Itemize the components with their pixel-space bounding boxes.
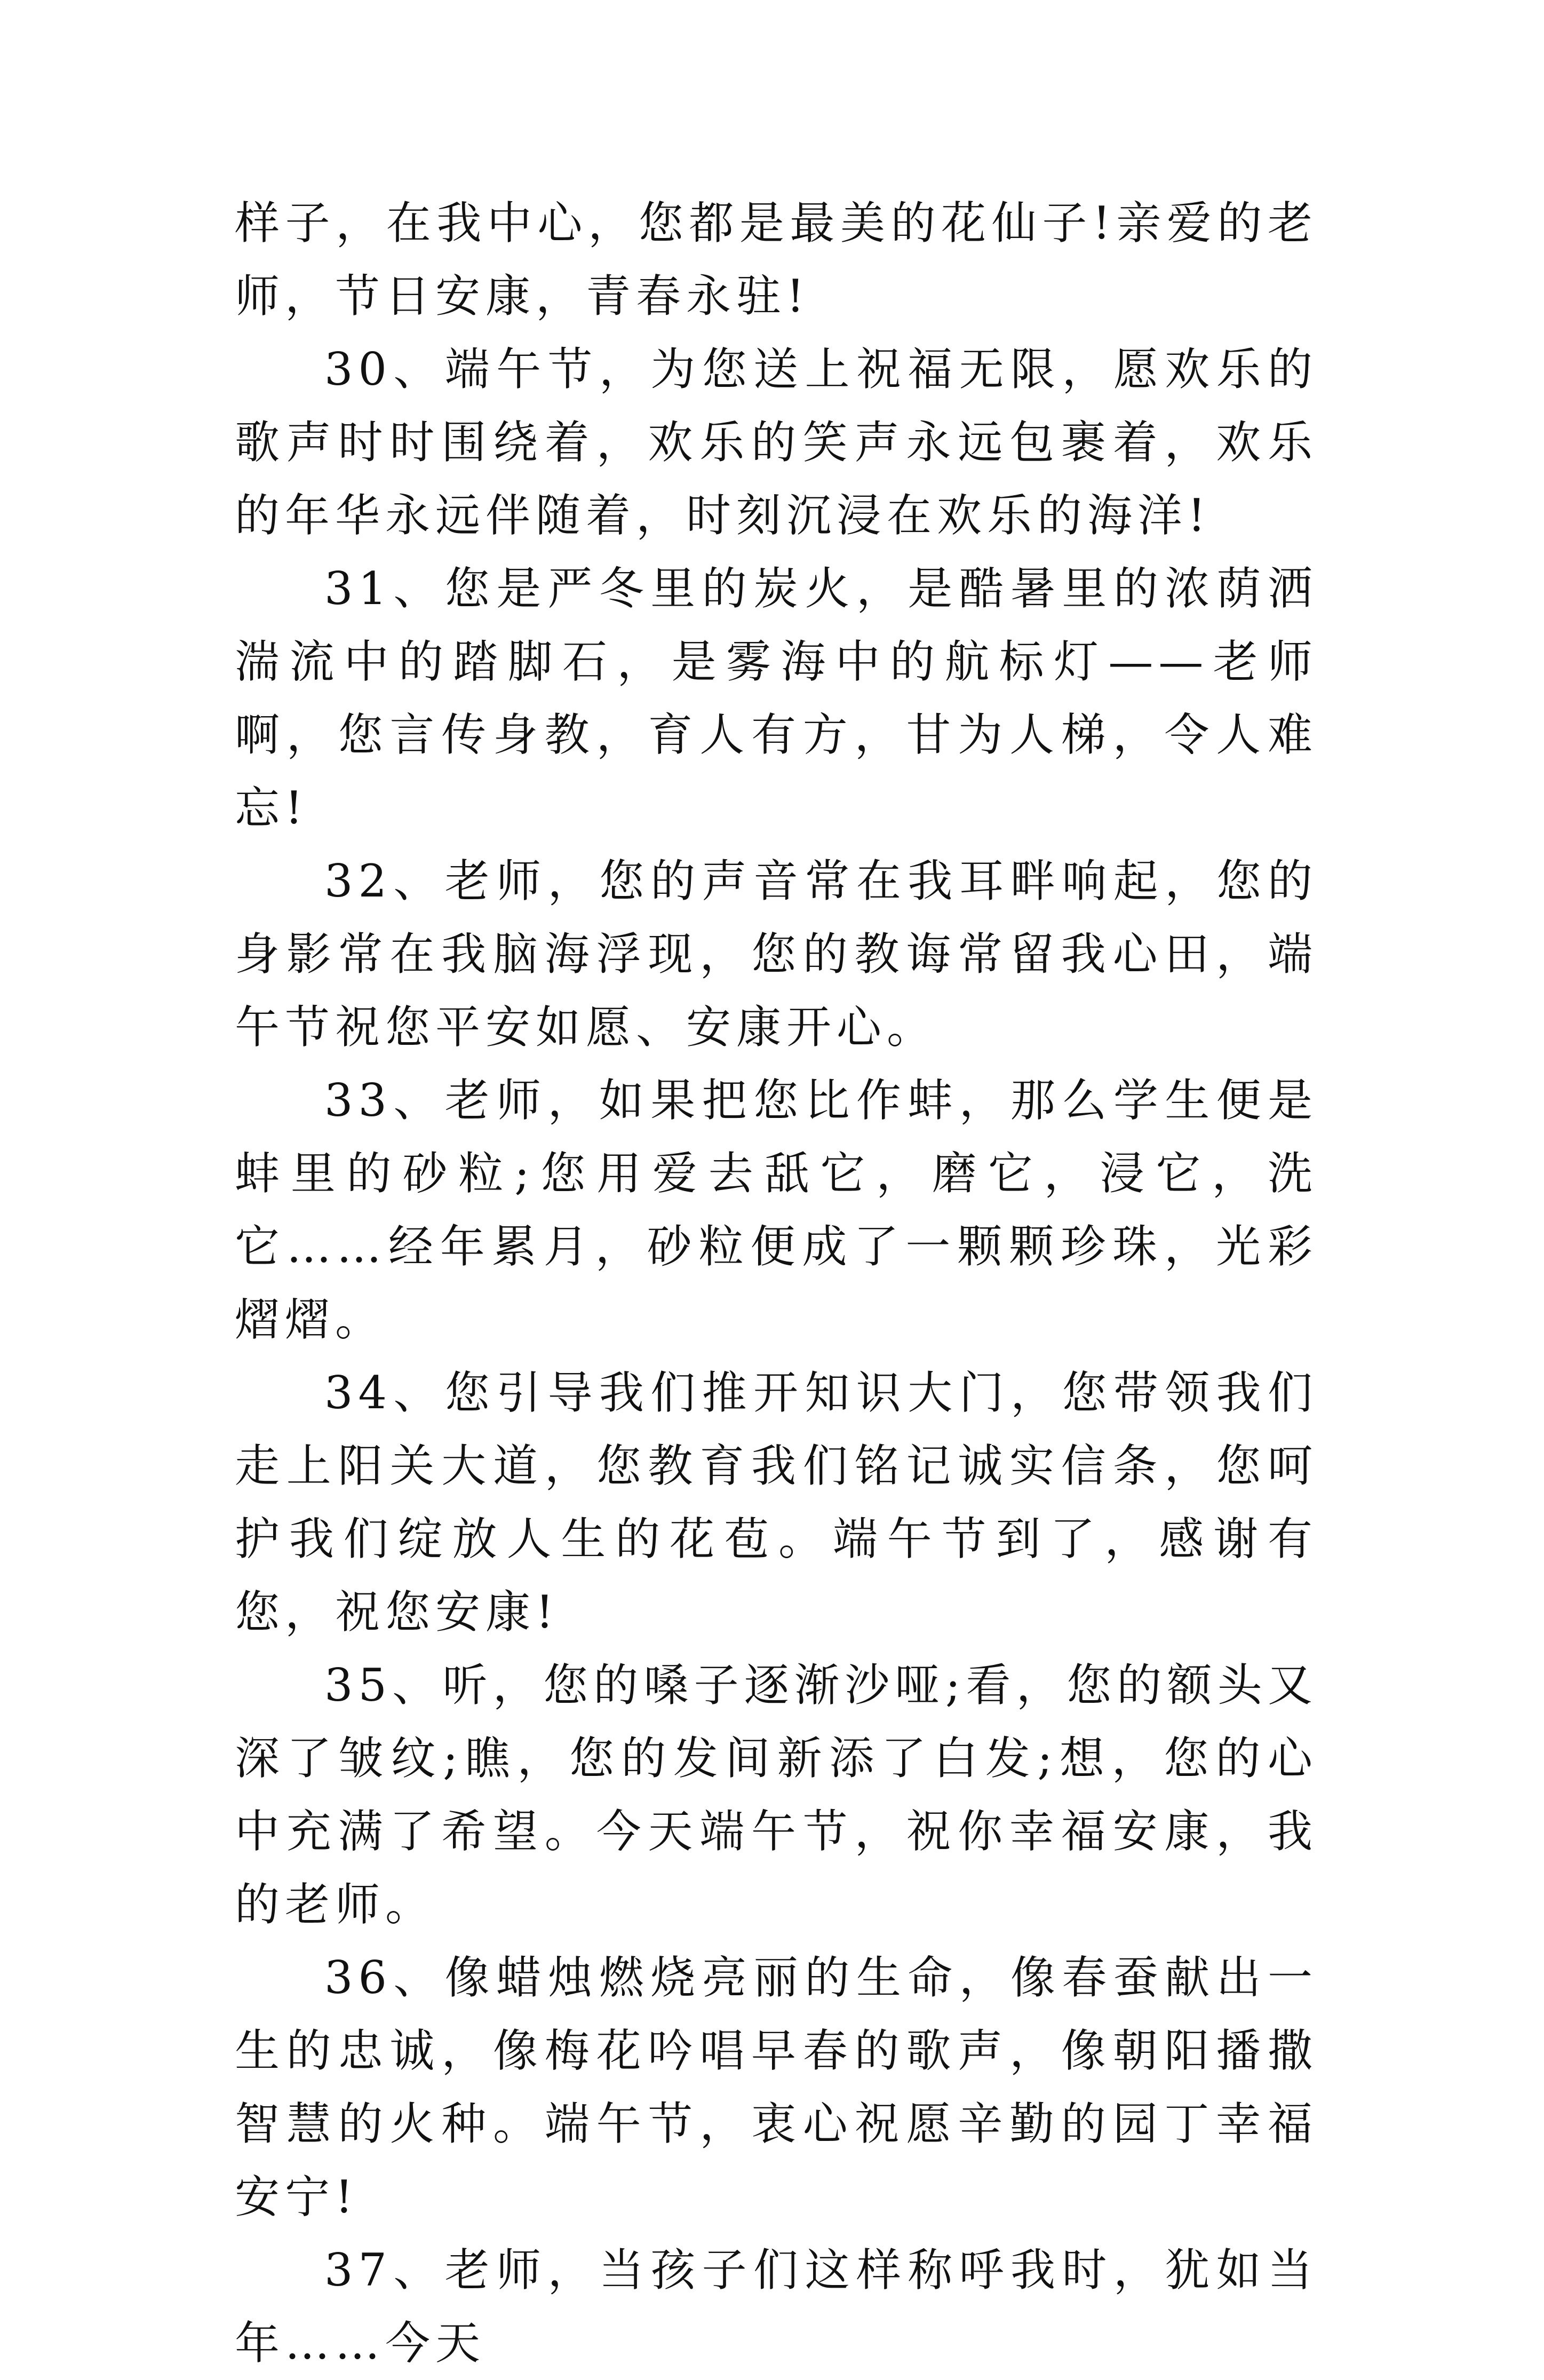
document-body bbox=[235, 187, 1318, 2380]
paragraph-continuation: 样子，在我中心，您都是最美的花仙子!亲爱的老师，节日安康，青春永驻! bbox=[235, 197, 1318, 322]
paragraph-30: 30、端午节，为您送上祝福无限，愿欢乐的歌声时时围绕着，欢乐的笑声永远包裹着，欢乐的年华永远伴随着，时刻沉浸在欢乐的海洋! bbox=[235, 343, 1318, 542]
paragraph-34: 34、您引导我们推开知识大门，您带领我们走上阳关大道，您教育我们铭记诚实信条，您呵护我们绽放人生的花苞。端午节到了，感谢有您，祝您安康! bbox=[235, 1367, 1318, 1638]
paragraph-36: 36、像蜡烛燃烧亮丽的生命，像春蚕献出一生的忠诚，像梅花吟唱早春的歌声，像朝阳播撒智慧的火种。端午节，衷心祝愿辛勤的园丁幸福安宁! bbox=[235, 1951, 1318, 2223]
paragraph-32: 32、老师，您的声音常在我耳畔响起，您的身影常在我脑海浮现，您的教诲常留我心田，端午节祝您平安如愿、安康开心。 bbox=[235, 855, 1318, 1053]
paragraph-31: 31、您是严冬里的炭火，是酷暑里的浓荫洒湍流中的踏脚石，是雾海中的航标灯——老师啊，您言传身教，育人有方，甘为人梯，令人难忘! bbox=[235, 562, 1318, 834]
paragraph-35: 35、听，您的嗓子逐渐沙哑;看，您的额头又深了皱纹;瞧，您的发间新添了白发;想，您的心中充满了希望。今天端午节，祝你幸福安康，我的老师。 bbox=[235, 1659, 1318, 1931]
paragraph-33: 33、老师，如果把您比作蚌，那么学生便是蚌里的砂粒;您用爱去舐它，磨它，浸它，洗它……经年累月，砂粒便成了一颗颗珍珠，光彩熠熠。 bbox=[235, 1074, 1318, 1346]
paragraph-37: 37、老师，当孩子们这样称呼我时，犹如当年……今天 bbox=[235, 2244, 1318, 2369]
